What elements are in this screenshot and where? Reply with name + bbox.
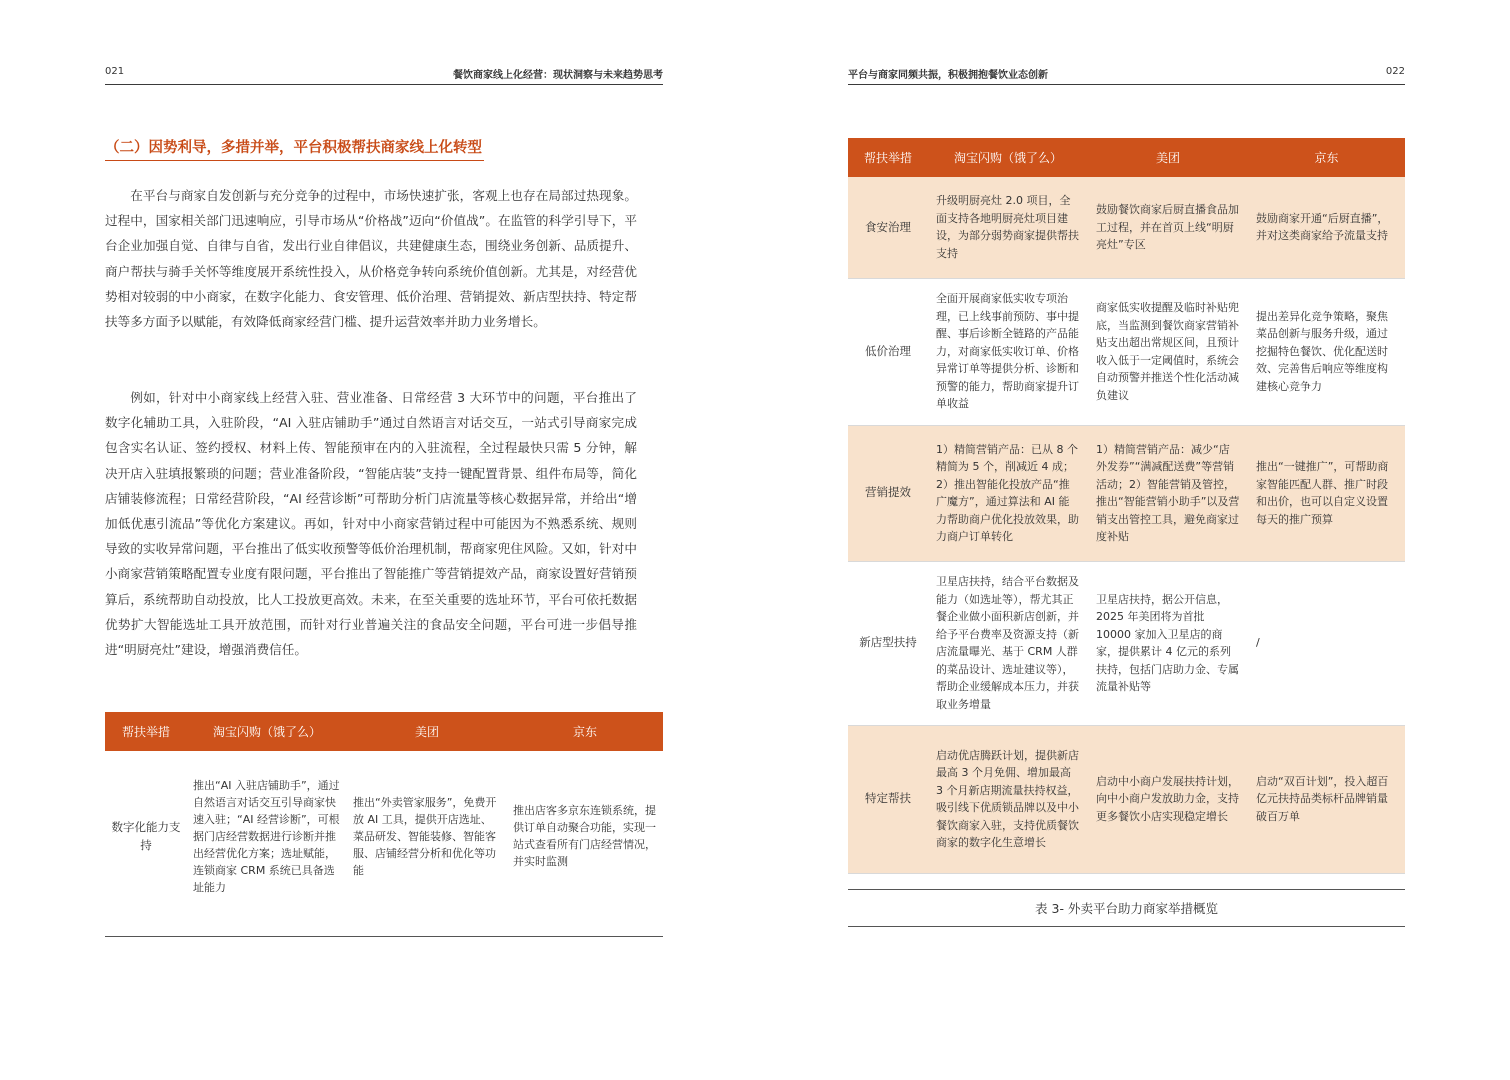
cell-taobao: 卫星店扶持，结合平台数据及能力（如选址等），帮尤其正餐企业做小面积新店创新，并给予平台费率及资源支持（新店流量曝光、基于 CRM 人群的菜品设计、选址建议等），帮助企业缓解成本压力，并获取业务增量 xyxy=(928,561,1088,725)
cell-taobao: 1）精简营销产品：已从 8 个精简为 5 个，削减近 4 成；2）推出智能化投放产品“推广魔方”，通过算法和 AI 能力帮助商户优化投放效果，助力商户订单转化 xyxy=(928,425,1088,561)
cell-meituan: 启动中小商户发展扶持计划，向中小商户发放助力金，支持更多餐饮小店实现稳定增长 xyxy=(1088,725,1248,873)
table-row xyxy=(848,177,1405,278)
header-jd: 京东 xyxy=(507,712,663,751)
header-measure: 帮扶举措 xyxy=(848,138,928,177)
cell-meituan: 卫星店扶持，据公开信息，2025 年美团将为首批 10000 家加入卫星店的商家，提供累计 4 亿元的系列扶持，包括门店助力金、专属流量补贴等 xyxy=(1088,561,1248,725)
cell-taobao: 升级明厨亮灶 2.0 项目，全面支持各地明厨亮灶项目建设，为部分弱势商家提供帮扶支持 xyxy=(928,177,1088,278)
cell-meituan: 商家低实收提醒及临时补贴兜底，当监测到餐饮商家营销补贴支出超出常规区间，且预计收入低于一定阈值时，系统会自动预警并推送个性化活动减负建议 xyxy=(1088,278,1248,425)
header-jd: 京东 xyxy=(1248,138,1405,177)
right-page-header xyxy=(848,62,1405,85)
cell-meituan: 鼓励餐饮商家后厨直播食品加工过程，并在首页上线“明厨亮灶”专区 xyxy=(1088,177,1248,278)
row-category: 新店型扶持 xyxy=(848,561,928,725)
cell-meituan: 推出“外卖管家服务”，免费开放 AI 工具，提供开店选址、菜品研发、智能装修、智能客服、店铺经营分析和优化等功能 xyxy=(353,795,497,877)
cell-jd: 推出“一键推广”，可帮助商家智能匹配人群、推广时段和出价，也可以自定义设置每天的推广预算 xyxy=(1248,425,1405,561)
measures-table-part-1 xyxy=(105,712,663,921)
caption-bottom-rule xyxy=(848,926,1405,927)
page-number: 022 xyxy=(1385,66,1405,77)
table-row xyxy=(848,425,1405,561)
table-row xyxy=(848,278,1405,425)
body-paragraph-2: 例如，针对中小商家线上经营入驻、营业准备、日常经营 3 大环节中的问题，平台推出了数字化辅助工具，入驻阶段，“AI 入驻店铺助手”通过自然语言对话交互，一站式引导商家完成包含实名认证、签约授权、材料上传、智能预审在内的入驻流程，全过程最快只需 5 分钟，解决开店入驻填报繁琐的问题；营业准备阶段，“智能店装”支持一键配置背景、组件布局等，简化店铺装修流程；日常经营阶段，“AI 经营诊断”可帮助分析门店流量等核心数据异常，并给出“增加低优惠引流品”等优化方案建议。再如，针对中小商家营销过程中可能因为不熟悉系统、规则导致的实收异常问题，平台推出了低实收预警等低价治理机制，帮商家兜住风险。又如，针对中小商家营销策略配置专业度有限问题，平台推出了智能推广等营销提效产品，商家设置好营销预算后，系统帮助自动投放，比人工投放更高效。未来，在至关重要的选址环节，平台可依托数据优势扩大智能选址工具开放范围，而针对行业普遍关注的食品安全问题，平台可进一步倡导推进“明厨亮灶”建设，增强消费信任。 xyxy=(105,390,637,658)
header-taobao: 淘宝闪购（饿了么） xyxy=(187,712,347,751)
header-measure: 帮扶举措 xyxy=(105,712,187,751)
left-page xyxy=(105,0,663,1080)
row-category: 营销提效 xyxy=(848,425,928,561)
row-category: 低价治理 xyxy=(848,278,928,425)
cell-jd: 提出差异化竞争策略，聚焦菜品创新与服务升级，通过挖掘特色餐饮、优化配送时效、完善售后响应等维度构建核心竞争力 xyxy=(1248,278,1405,425)
header-taobao: 淘宝闪购（饿了么） xyxy=(928,138,1088,177)
cell-taobao: 推出“AI 入驻店铺助手”，通过自然语言对话交互引导商家快速入驻；“AI 经营诊断”，可根据门店经营数据进行诊断并推出经营优化方案；选址赋能，连锁商家 CRM 系统已具备选址能力 xyxy=(193,778,340,894)
table-row xyxy=(105,751,663,921)
table-bottom-rule xyxy=(105,936,663,937)
caption-top-rule xyxy=(848,889,1405,890)
measures-table-part-2 xyxy=(848,138,1405,874)
row-category: 食安治理 xyxy=(848,177,928,278)
page-number: 021 xyxy=(105,66,125,77)
body-paragraph-1: 在平台与商家自发创新与充分竞争的过程中，市场快速扩张，客观上也存在局部过热现象。过程中，国家相关部门迅速响应，引导市场从“价格战”迈向“价值战”。在监管的科学引导下，平台企业加强自觉、自律与自省，发出行业自律倡议，共建健康生态，围绕业务创新、品质提升、商户帮扶与骑手关怀等维度展开系统性投入，从价格竞争转向系统价值创新。尤其是，对经营优势相对较弱的中小商家，在数字化能力、食安管理、低价治理、营销提效、新店型扶持、特定帮扶等多方面予以赋能，有效降低商家经营门槛、提升运营效率并助力业务增长。 xyxy=(105,188,637,330)
cell-taobao: 全面开展商家低实收专项治理，已上线事前预防、事中提醒、事后诊断全链路的产品能力，对商家低实收订单、价格异常订单等提供分析、诊断和预警的能力，帮助商家提升订单收益 xyxy=(928,278,1088,425)
header-meituan: 美团 xyxy=(1088,138,1248,177)
cell-jd: 启动“双百计划”，投入超百亿元扶持品类标杆品牌销量破百万单 xyxy=(1248,725,1405,873)
row-category: 特定帮扶 xyxy=(848,725,928,873)
table-header-row xyxy=(848,138,1405,177)
header-meituan: 美团 xyxy=(347,712,507,751)
right-page xyxy=(848,0,1405,1080)
left-page-header xyxy=(105,62,663,85)
row-category: 数字化能力支持 xyxy=(111,820,181,852)
cell-jd: / xyxy=(1248,561,1405,725)
table-caption: 表 3- 外卖平台助力商家举措概览 xyxy=(1035,901,1218,916)
table-header-row xyxy=(105,712,663,751)
table-row xyxy=(848,725,1405,873)
cell-meituan: 1）精简营销产品：减少“店外发券”“满减配送费”等营销活动；2）智能营销及管控，推出“智能营销小助手”以及营销支出管控工具，避免商家过度补贴 xyxy=(1088,425,1248,561)
running-title: 平台与商家同频共振，积极拥抱餐饮业态创新 xyxy=(848,70,1048,81)
table-row xyxy=(848,561,1405,725)
section-title: （二）因势利导，多措并举，平台积极帮扶商家线上化转型 xyxy=(105,136,484,161)
cell-taobao: 启动优店腾跃计划，提供新店最高 3 个月免佣、增加最高 3 个月新店期流量扶持权益，吸引线下优质锁品牌以及中小餐饮商家入驻，支持优质餐饮商家的数字化生意增长 xyxy=(928,725,1088,873)
running-title: 餐饮商家线上化经营：现状洞察与未来趋势思考 xyxy=(453,70,663,81)
cell-jd: 鼓励商家开通“后厨直播”，并对这类商家给予流量支持 xyxy=(1248,177,1405,278)
cell-jd: 推出店客多京东连锁系统，提供订单自动聚合功能，实现一站式查看所有门店经营情况，并实时监测 xyxy=(513,804,656,868)
